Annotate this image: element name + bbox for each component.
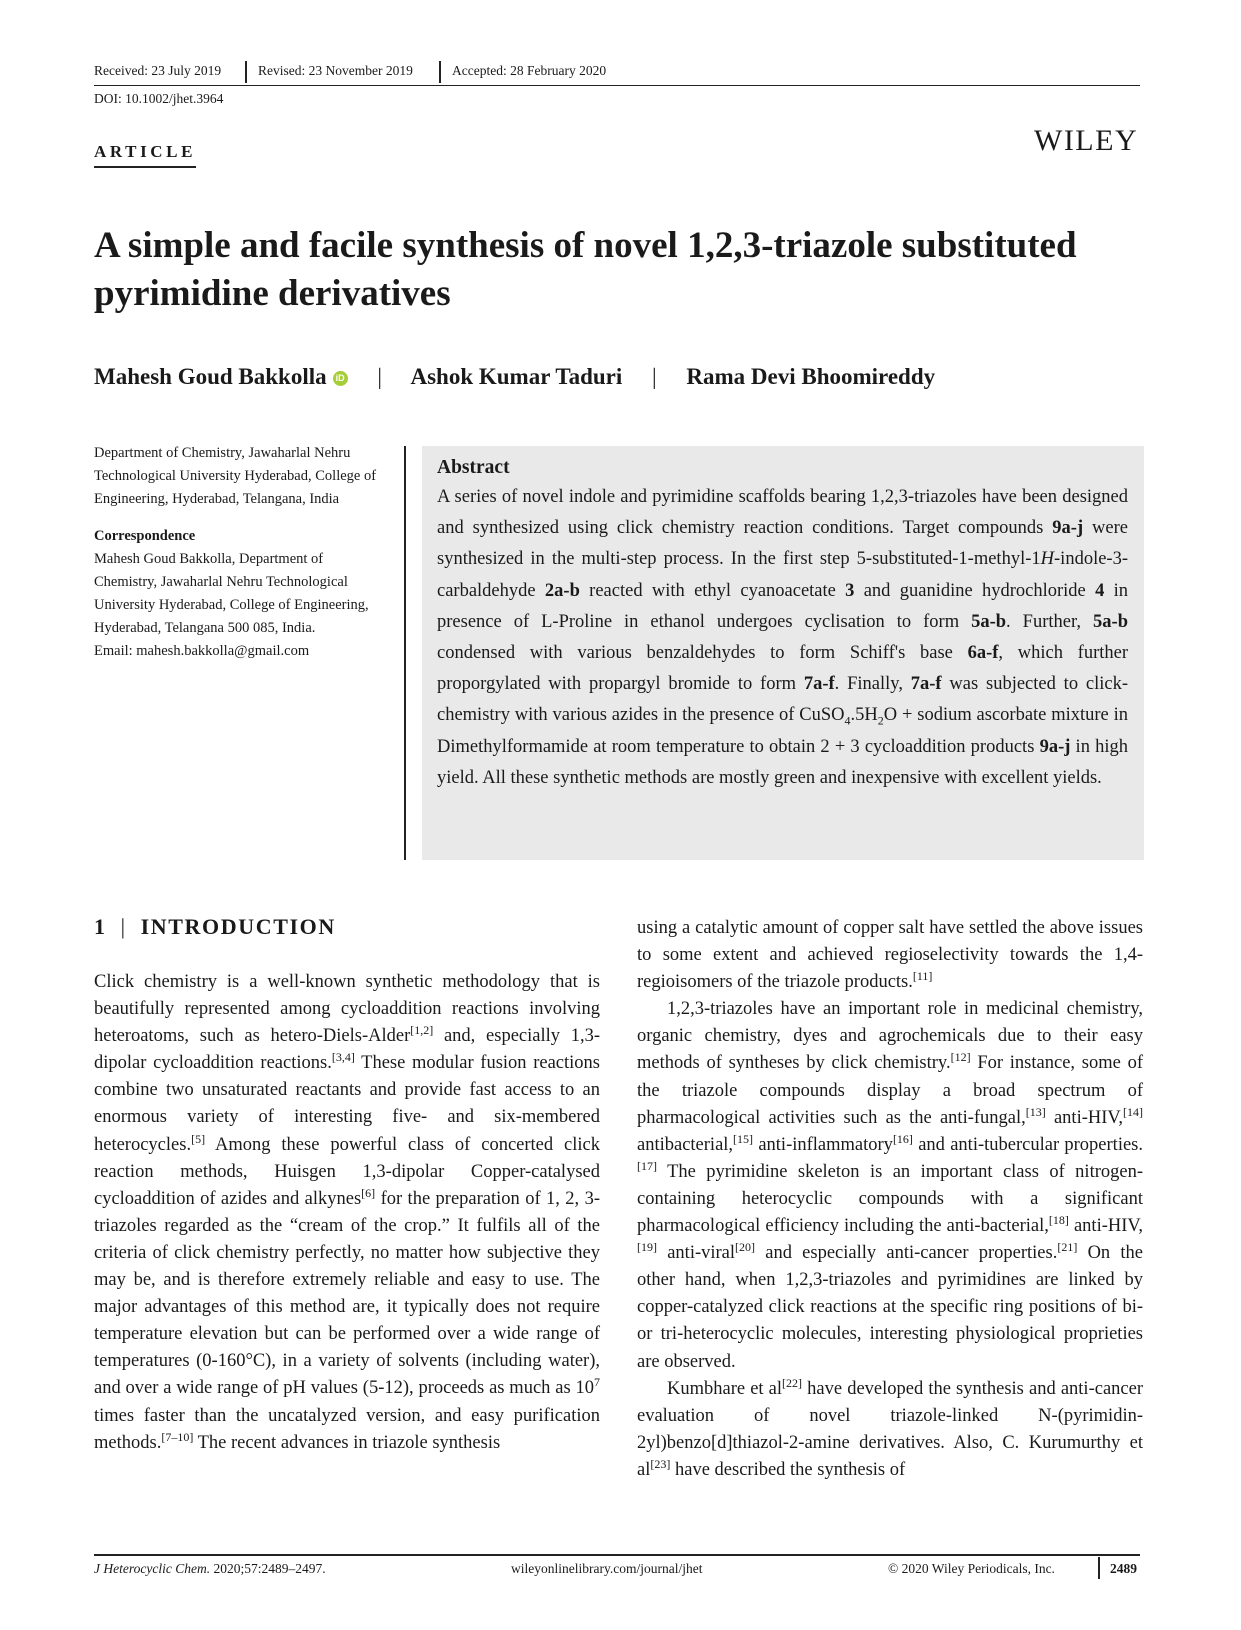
citation-ref[interactable]: [11] bbox=[912, 969, 933, 984]
date-divider bbox=[439, 61, 441, 83]
author-name[interactable]: Mahesh Goud Bakkolla bbox=[94, 364, 327, 389]
citation-ref[interactable]: [20] bbox=[735, 1239, 756, 1254]
citation-ref[interactable]: [19] bbox=[637, 1239, 657, 1254]
text: 1,2,3-triazoles have an important role in medicinal chemistry, organic chemistry, dyes and agrochemicals due to their easy methods of syntheses by click chemistry. bbox=[637, 999, 1143, 1074]
citation-ref[interactable]: [5] bbox=[191, 1131, 206, 1146]
correspondence-email[interactable]: Email: mahesh.bakkolla@gmail.com bbox=[94, 643, 310, 659]
compound-label: 3 bbox=[845, 580, 855, 601]
article-type-label: ARTICLE bbox=[94, 142, 196, 168]
text: On the other hand, when 1,2,3-triazoles and pyrimidines are linked by copper-catalyzed click reactions at the specific ring positions of bi- or tri-heterocyclic molecules, interesting physiological proprieties are observed. bbox=[637, 1243, 1143, 1372]
abstract-fragment: O + sodium ascorbate mixture in Dimethylformamide at room temperature to obtain 2 + 3 cycloaddition products bbox=[437, 705, 1128, 757]
affiliation: Department of Chemistry, Jawaharlal Nehru Technological University Hyderabad, College of Engineering, Hyderabad, Telangana, India bbox=[94, 445, 377, 507]
footer-rule bbox=[94, 1554, 1140, 1556]
subscript: 2 bbox=[877, 714, 884, 729]
text: For instance, some of the triazole compounds display a broad spectrum of pharmacological activities such as the anti-fungal, bbox=[637, 1053, 1143, 1128]
paper-title: A simple and facile synthesis of novel 1,2,3-triazole substituted pyrimidine derivatives bbox=[94, 225, 1077, 314]
author-separator: | bbox=[377, 364, 382, 389]
received-date: Received: 23 July 2019 bbox=[94, 63, 222, 78]
text: Kumbhare et al bbox=[667, 1378, 783, 1399]
citation-ref[interactable]: [17] bbox=[637, 1158, 657, 1173]
section-separator: | bbox=[120, 914, 127, 939]
text: have developed the synthesis and anti-cancer evaluation of novel triazole-linked N-(pyrimidin-2yl)benzo[d]thiazol-2-amine derivatives. Also, C. Kurumurthy et al bbox=[637, 1378, 1143, 1480]
section-number: 1 bbox=[94, 914, 107, 939]
text: for the preparation of 1, 2, 3-triazoles regarded as the “cream of the crop.” It fulfils all of the criteria of click chemistry perfectly, no matter how subjective they may be, and is therefore extremely reliable and easy to use. The major advantages of this method are, it typically does not require temperature elevation but can be performed over a wide range of temperatures (0-160°C), in a variety of solvents (including water), and over a wide range of pH values (5-12), proceeds as much as 10 bbox=[94, 1188, 600, 1399]
compound-label: 9a-j bbox=[1039, 736, 1071, 757]
compound-label: 7a-f bbox=[803, 674, 835, 695]
citation-ref[interactable]: [14] bbox=[1123, 1104, 1143, 1119]
citation-ref[interactable]: [12] bbox=[950, 1050, 971, 1065]
author-list bbox=[94, 364, 935, 390]
subscript: 4 bbox=[844, 714, 851, 729]
paragraph bbox=[637, 996, 1143, 1375]
section-title: INTRODUCTION bbox=[140, 914, 336, 939]
abstract-box bbox=[422, 446, 1144, 860]
body-column-right bbox=[637, 915, 1143, 1484]
citation-ref[interactable]: [18] bbox=[1048, 1212, 1069, 1227]
journal-citation: 2020;57:2489–2497. bbox=[210, 1561, 326, 1576]
page-number: 2489 bbox=[1110, 1561, 1137, 1576]
paragraph bbox=[637, 915, 1143, 996]
abstract-fragment: . Further, bbox=[1006, 611, 1094, 632]
compound-label: 9a-j bbox=[1052, 518, 1084, 539]
abstract-heading: Abstract bbox=[437, 457, 510, 478]
revised-date: Revised: 23 November 2019 bbox=[258, 63, 413, 78]
compound-label: 7a-f bbox=[910, 674, 942, 695]
abstract-fragment: H bbox=[1040, 549, 1055, 570]
citation-ref[interactable]: [21] bbox=[1057, 1239, 1078, 1254]
footer-copyright: © 2020 Wiley Periodicals, Inc. bbox=[888, 1561, 1055, 1576]
text: anti-HIV, bbox=[1068, 1216, 1143, 1237]
body-column-left bbox=[94, 969, 600, 1457]
abstract-fragment: were synthesized in the multi-step process. In the first step 5-substituted-1-methyl-1 bbox=[437, 518, 1128, 570]
abstract-fragment: condensed with various benzaldehydes to form Schiff's base bbox=[437, 643, 968, 664]
citation-ref[interactable]: [16] bbox=[892, 1131, 913, 1146]
citation-ref[interactable]: [1,2] bbox=[410, 1023, 434, 1038]
abstract-fragment: .5H bbox=[850, 705, 878, 726]
abstract-fragment: was subjected to click-chemistry with various azides in the presence of CuSO bbox=[437, 674, 1129, 726]
text: using a catalytic amount of copper salt have settled the above issues to some extent and achieved regioselectivity towards the 1,4-regioisomers of the triazole products. bbox=[637, 918, 1143, 993]
doi: DOI: 10.1002/jhet.3964 bbox=[94, 91, 224, 106]
abstract-fragment: in presence of L-Proline in ethanol undergoes cyclisation to form bbox=[437, 580, 1129, 632]
text: anti-HIV, bbox=[1045, 1107, 1123, 1128]
text: anti-inflammatory bbox=[753, 1134, 893, 1155]
abstract-fragment: A series of novel indole and pyrimidine scaffolds bearing 1,2,3-triazoles have been designed and synthesized using click chemistry reaction conditions. Target compounds bbox=[437, 487, 1128, 539]
abstract-fragment: -indole-3-carbaldehyde bbox=[437, 549, 1128, 601]
text: The pyrimidine skeleton is an important class of nitrogen-containing heterocyclic compounds with a significant pharmacological efficiency including the anti-bacterial, bbox=[637, 1161, 1143, 1237]
abstract-fragment: in high yield. All these synthetic methods are mostly green and inexpensive with excellent yields. bbox=[437, 736, 1128, 788]
citation-ref[interactable]: [3,4] bbox=[331, 1050, 355, 1065]
orcid-icon[interactable]: iD bbox=[333, 371, 348, 386]
citation-ref[interactable]: [13] bbox=[1025, 1104, 1046, 1119]
text: Click chemistry is a well-known synthetic methodology that is beautifully represented among cycloaddition reactions involving heteroatoms, such as hetero-Diels-Alder bbox=[94, 972, 600, 1047]
correspondence-heading: Correspondence bbox=[94, 528, 196, 544]
text: and anti-tubercular properties. bbox=[912, 1134, 1143, 1155]
text: anti-viral bbox=[657, 1243, 736, 1264]
abstract-fragment: and guanidine hydrochloride bbox=[854, 580, 1096, 601]
text: antibacterial, bbox=[637, 1134, 734, 1155]
wiley-logo: WILEY bbox=[1034, 124, 1139, 157]
compound-label: 6a-f bbox=[967, 643, 999, 664]
abstract-fragment: . Finally, bbox=[834, 674, 911, 695]
footer-citation bbox=[94, 1561, 326, 1577]
affiliation-column bbox=[94, 442, 379, 663]
author-name[interactable]: Ashok Kumar Taduri bbox=[410, 364, 623, 389]
citation-ref[interactable]: [6] bbox=[361, 1185, 376, 1200]
correspondence-text: Mahesh Goud Bakkolla, Department of Chemistry, Jawaharlal Nehru Technological University Hyderabad, College of Engineering, Hyderabad, Telangana 500 085, India. bbox=[94, 551, 369, 636]
text: have described the synthesis of bbox=[670, 1459, 906, 1480]
text: times faster than the uncatalyzed version, and easy purification methods. bbox=[94, 1405, 600, 1453]
footer-divider bbox=[1098, 1557, 1100, 1579]
author-separator: | bbox=[652, 364, 657, 389]
author-name[interactable]: Rama Devi Bhoomireddy bbox=[686, 364, 936, 389]
date-divider bbox=[245, 61, 247, 83]
abstract-fragment: reacted with ethyl cyanoacetate bbox=[579, 580, 846, 601]
compound-label: 2a-b bbox=[544, 580, 580, 601]
accepted-date: Accepted: 28 February 2020 bbox=[452, 63, 607, 78]
text: and, especially 1,3-dipolar cycloaddition reactions. bbox=[94, 1026, 600, 1074]
compound-label: 4 bbox=[1095, 580, 1105, 601]
paragraph bbox=[94, 969, 600, 1457]
citation-ref[interactable]: [7–10] bbox=[161, 1429, 194, 1444]
text: The recent advances in triazole synthesis bbox=[193, 1432, 501, 1453]
received-dates-bar bbox=[94, 61, 1140, 86]
paragraph bbox=[637, 1376, 1143, 1484]
compound-label: 5a-b bbox=[971, 611, 1007, 632]
text: and especially anti-cancer properties. bbox=[755, 1243, 1058, 1264]
abstract-fragment: , which further proporgylated with propargyl bromide to form bbox=[437, 643, 1128, 695]
column-divider bbox=[404, 446, 406, 860]
section-heading bbox=[94, 914, 336, 940]
footer-url[interactable]: wileyonlinelibrary.com/journal/jhet bbox=[511, 1561, 703, 1576]
citation-ref[interactable]: [15] bbox=[733, 1131, 754, 1146]
compound-label: 5a-b bbox=[1093, 611, 1128, 632]
text: Among these powerful class of concerted click reaction methods, Huisgen 1,3-dipolar Copper-catalysed cycloaddition of azides and alkynes bbox=[94, 1134, 600, 1209]
journal-name: J Heterocyclic Chem. bbox=[94, 1561, 211, 1576]
text: These modular fusion reactions combine two unsaturated reactants and provide fast access to an enormous variety of interesting five- and six-membered heterocycles. bbox=[94, 1053, 600, 1155]
exponent: 7 bbox=[594, 1375, 600, 1390]
citation-ref[interactable]: [22] bbox=[782, 1375, 803, 1390]
abstract-text bbox=[437, 482, 1128, 794]
citation-ref[interactable]: [23] bbox=[650, 1456, 671, 1471]
